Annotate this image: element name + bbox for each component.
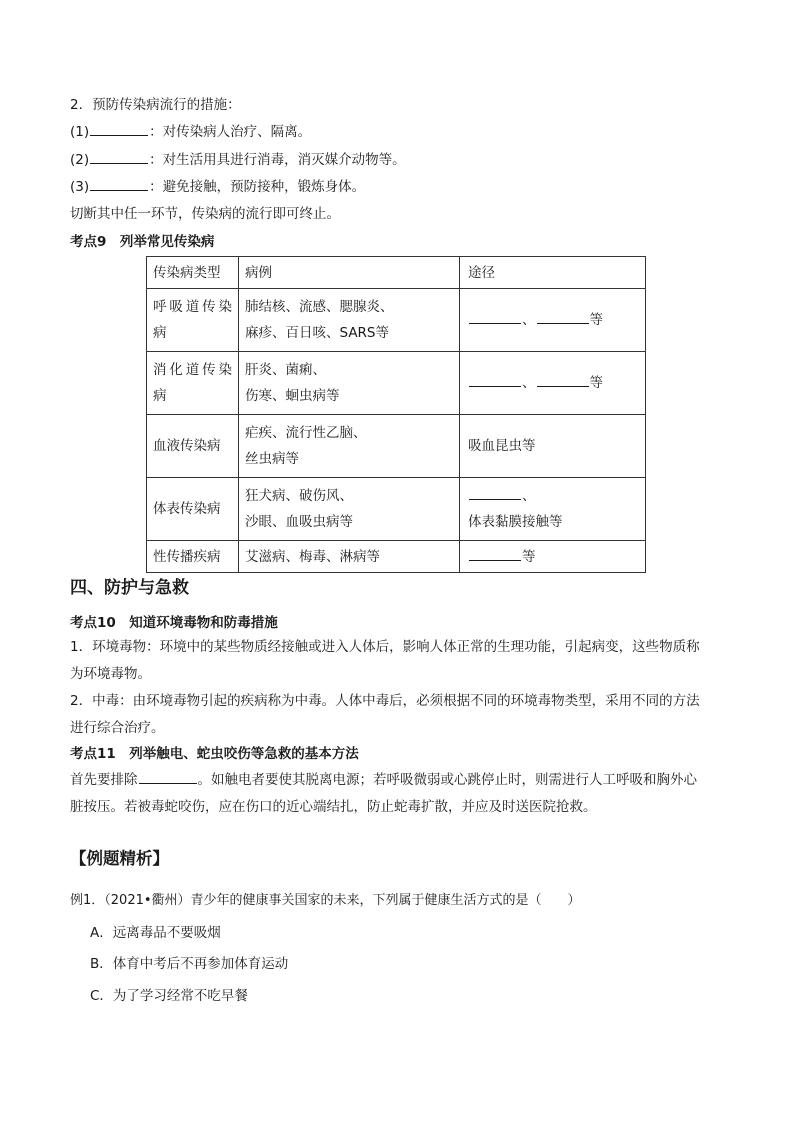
item-number: (1) (70, 124, 90, 140)
answer-blank[interactable] (90, 178, 148, 191)
example-1-question: 例1．（2021•衢州）青少年的健康事关国家的未来，下列属于健康生活方式的是（ ） (70, 893, 581, 908)
type-cell (147, 352, 239, 415)
point10-paragraph-1-cont: 为环境毒物。 (70, 666, 151, 682)
point10-paragraph-2-cont: 进行综合治疗。 (70, 720, 165, 736)
route-cell (460, 352, 646, 415)
option-c[interactable]: C．为了学习经常不吃早餐 (90, 988, 248, 1004)
answer-blank[interactable] (537, 374, 589, 387)
route-tail: 等 (589, 312, 603, 328)
item-number: (2) (70, 152, 90, 168)
type-text-cont: 病 (153, 388, 167, 404)
point10-paragraph-1: 1．环境毒物：环境中的某些物质经接触或进入人体后，影响人体正常的生理功能，引起病变，这些物质称 (70, 639, 700, 655)
point11-paragraph (70, 771, 697, 789)
cases-text: 肝炎、菌痢、 (245, 362, 326, 378)
table-row (147, 541, 646, 573)
option-b[interactable]: B．体育中考后不再参加体育运动 (90, 956, 289, 972)
prevention-item-3 (70, 178, 365, 196)
route-separator: 、 (522, 488, 536, 504)
table-row (147, 415, 646, 478)
item-number: (3) (70, 179, 90, 195)
table-header-cell: 传染病类型 (147, 257, 239, 289)
prevention-item-1 (70, 123, 311, 141)
prevention-conclusion: 切断其中任一环节，传染病的流行即可终止。 (70, 206, 340, 222)
option-a[interactable]: A．远离毒品不要吸烟 (90, 925, 221, 941)
route-cell (460, 478, 646, 541)
cases-cell (239, 415, 460, 478)
table-header-cell: 途径 (460, 257, 646, 289)
cases-text: 疟疾、流行性乙脑、 (245, 425, 367, 441)
point9-title: 考点9 列举常见传染病 (70, 234, 215, 250)
route-cell (460, 541, 646, 573)
cases-cell (239, 352, 460, 415)
cases-text-cont: 麻疹、百日咳、SARS等 (245, 325, 390, 341)
route-text-cont: 体表黏膜接触等 (468, 514, 563, 530)
cases-text-cont: 伤寒、蛔虫病等 (245, 388, 340, 404)
examples-title: 【例题精析】 (70, 849, 169, 868)
item-text: ：对传染病人治疗、隔离。 (149, 124, 312, 140)
prevention-item-2 (70, 151, 406, 169)
type-text-cont: 病 (153, 325, 167, 341)
text: 。如触电者要使其脱离电源；若呼吸微弱或心跳停止时，则需进行人工呼吸和胸外心 (197, 772, 697, 788)
route-tail: 等 (589, 375, 603, 391)
answer-blank[interactable] (90, 123, 148, 136)
text: 首先要排除 (70, 772, 138, 788)
type-text: 呼吸道传染 (153, 299, 232, 315)
table-header-cell: 病例 (239, 257, 460, 289)
route-cell (460, 289, 646, 352)
infectious-disease-table (146, 256, 646, 573)
answer-blank[interactable] (469, 548, 521, 561)
route-separator: 、 (522, 312, 536, 328)
cases-text: 狂犬病、破伤风、 (245, 488, 353, 504)
type-cell: 血液传染病 (147, 415, 239, 478)
route-tail: 等 (522, 548, 536, 565)
type-cell: 性传播疾病 (147, 541, 239, 573)
type-text: 消化道传染 (153, 362, 232, 378)
answer-blank[interactable] (469, 487, 521, 500)
item-text: ：对生活用具进行消毒，消灭媒介动物等。 (149, 152, 406, 168)
type-cell: 体表传染病 (147, 478, 239, 541)
section-title: 四、防护与急救 (70, 578, 189, 598)
cases-cell (239, 478, 460, 541)
cases-text: 肺结核、流感、腮腺炎、 (245, 299, 394, 315)
type-cell (147, 289, 239, 352)
cases-cell: 艾滋病、梅毒、淋病等 (239, 541, 460, 573)
point10-title: 考点10 知道环境毒物和防毒措施 (70, 615, 278, 631)
answer-blank[interactable] (469, 311, 521, 324)
answer-blank[interactable] (537, 311, 589, 324)
route-cell: 吸血昆虫等 (460, 415, 646, 478)
item-text: ：避免接触，预防接种，锻炼身体。 (149, 179, 366, 195)
point11-paragraph-cont: 脏按压。若被毒蛇咬伤，应在伤口的近心端结扎，防止蛇毒扩散，并应及时送医院抢救。 (70, 799, 597, 815)
answer-blank[interactable] (139, 771, 197, 784)
answer-blank[interactable] (90, 151, 148, 164)
cases-text-cont: 丝虫病等 (245, 451, 299, 467)
cases-cell (239, 289, 460, 352)
point11-title: 考点11 列举触电、蛇虫咬伤等急救的基本方法 (70, 746, 359, 762)
prevention-heading: 2．预防传染病流行的措施： (70, 97, 241, 113)
answer-blank[interactable] (469, 374, 521, 387)
table-row (147, 352, 646, 415)
cases-text-cont: 沙眼、血吸虫病等 (245, 514, 353, 530)
table-header-row (147, 257, 646, 289)
table-row (147, 289, 646, 352)
table-row (147, 478, 646, 541)
point10-paragraph-2: 2．中毒：由环境毒物引起的疾病称为中毒。人体中毒后，必须根据不同的环境毒物类型，采用不同的方法 (70, 693, 700, 709)
route-separator: 、 (522, 375, 536, 391)
